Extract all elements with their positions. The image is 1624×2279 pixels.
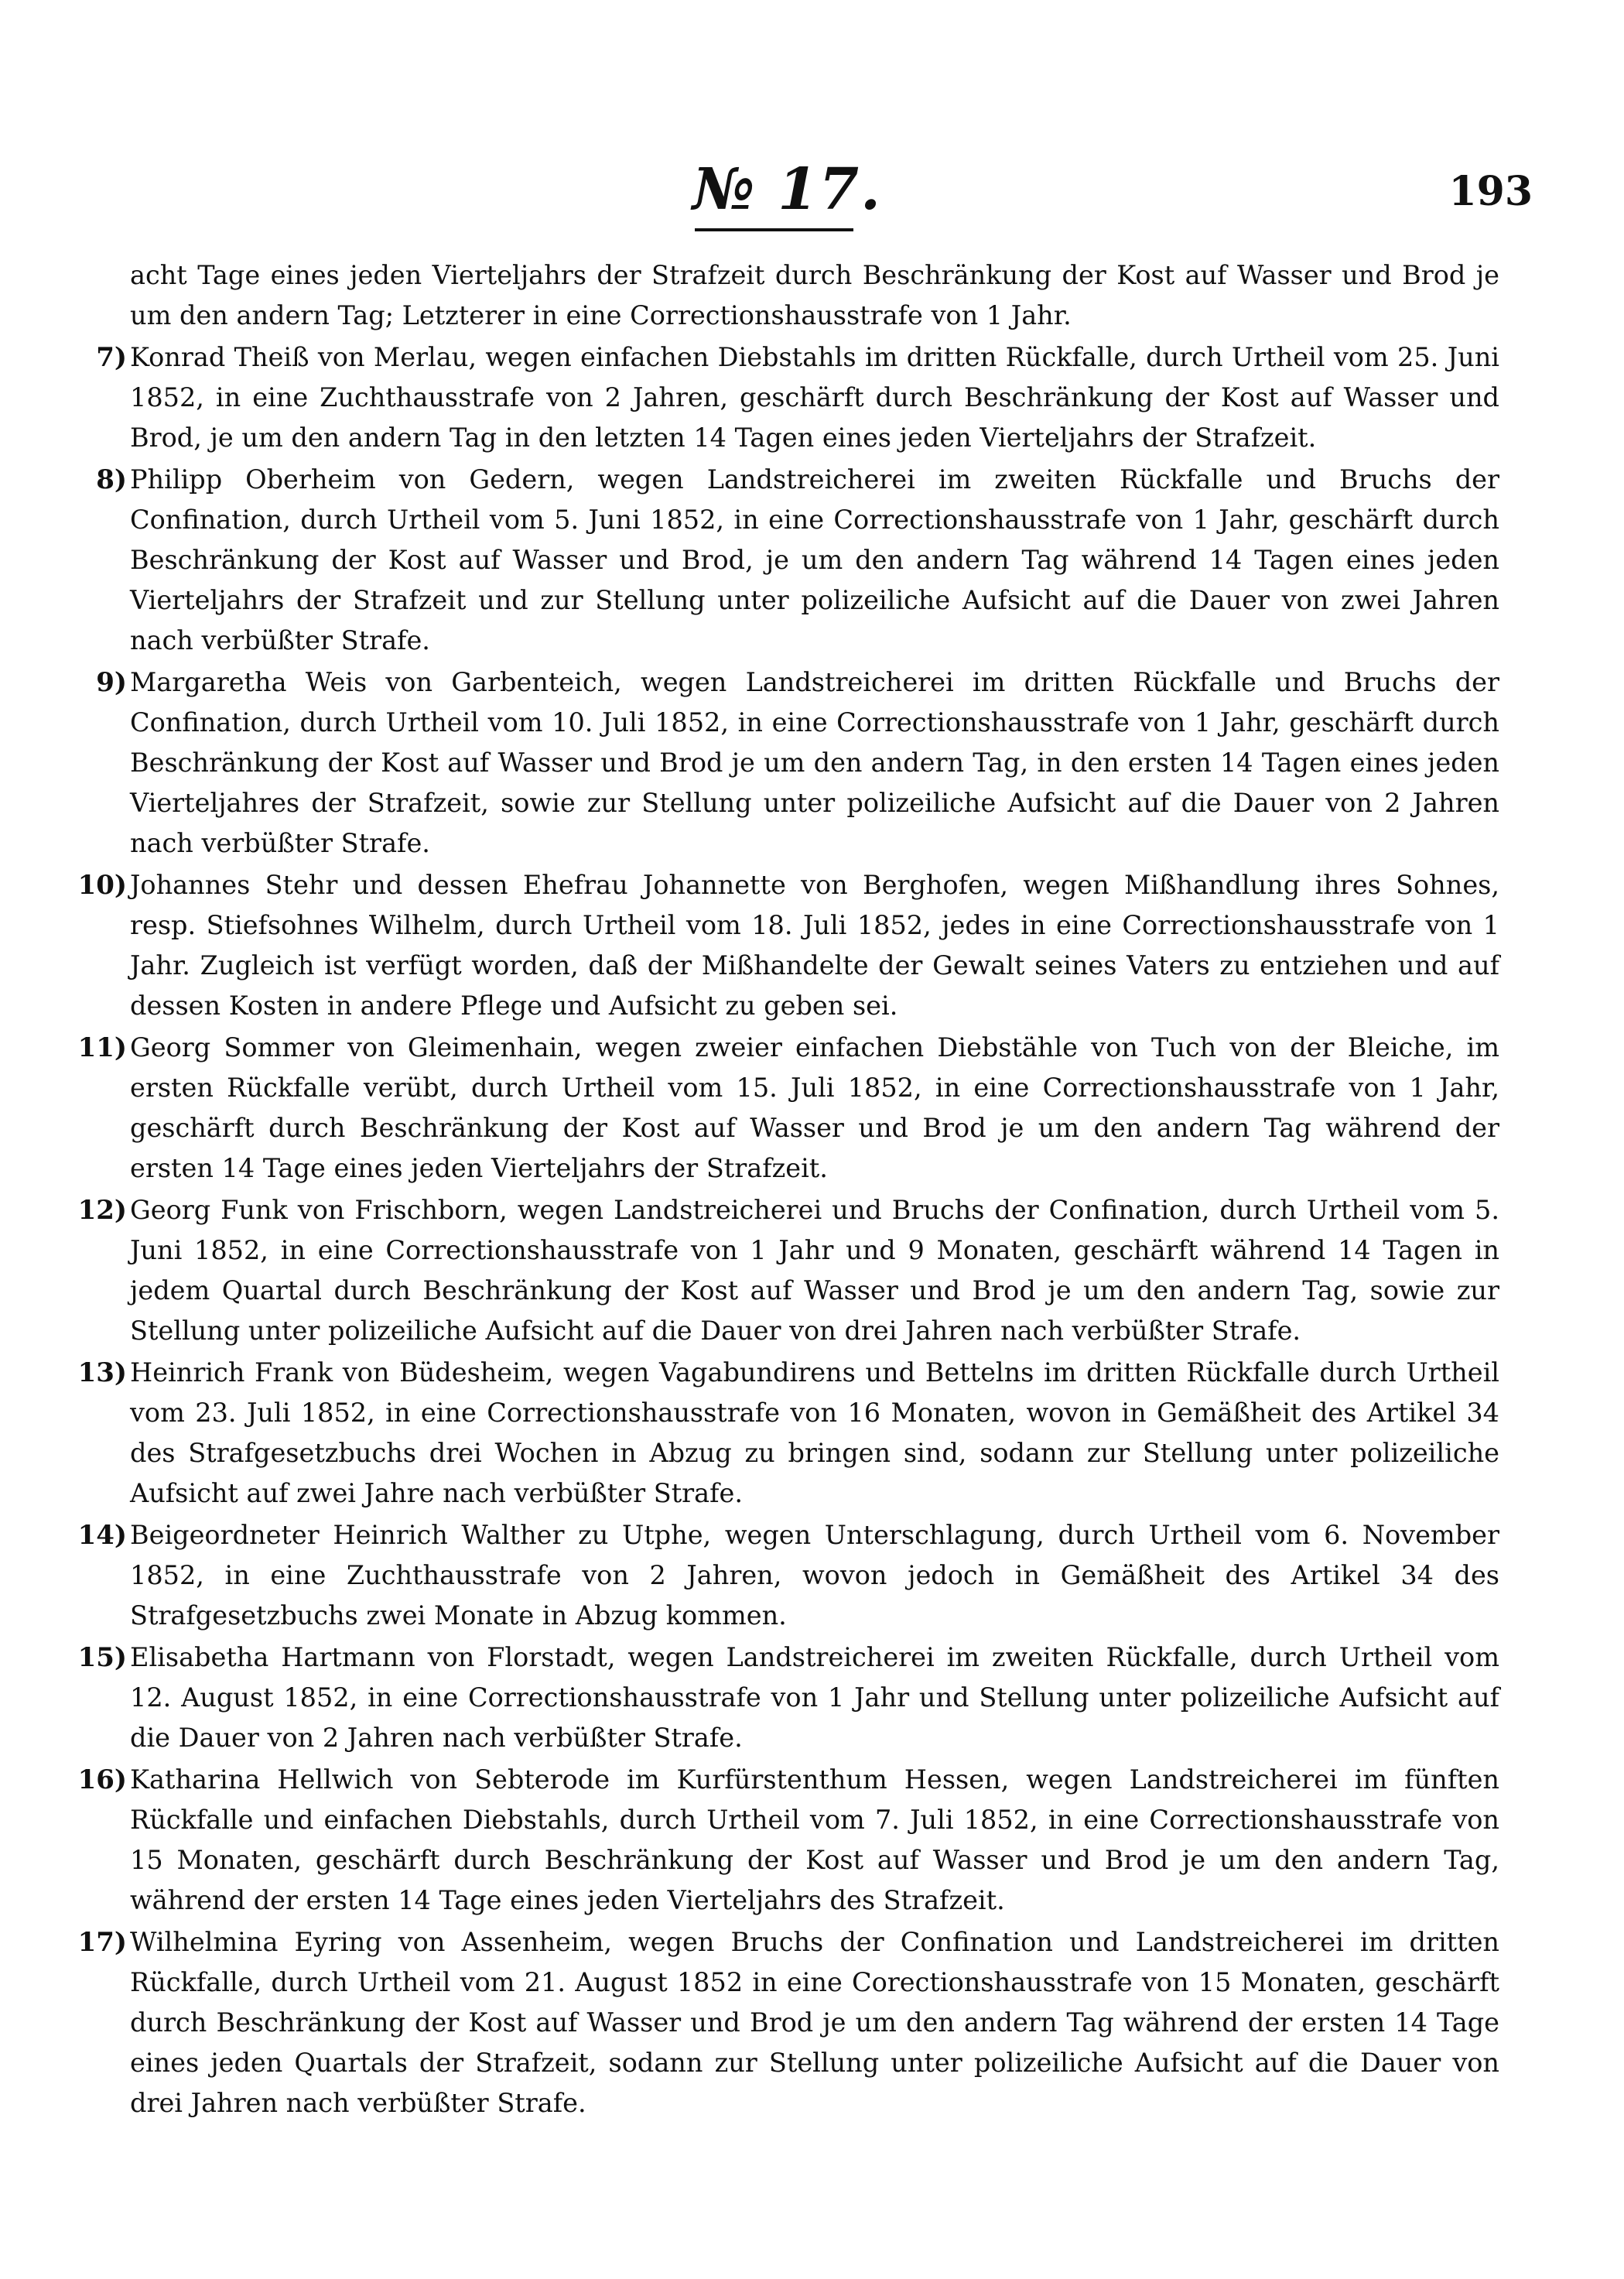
issue-underline bbox=[695, 228, 853, 231]
entry-number: 15) bbox=[77, 1642, 127, 1673]
entry-number: 8) bbox=[96, 464, 127, 495]
entry-number: 13) bbox=[77, 1357, 127, 1388]
entry-12 bbox=[0, 1190, 1624, 1351]
entry-14 bbox=[0, 1515, 1624, 1636]
entry-15 bbox=[0, 1637, 1624, 1758]
entry-number: 7) bbox=[96, 342, 127, 373]
entry-number: 14) bbox=[77, 1520, 127, 1551]
entry-number: 12) bbox=[77, 1195, 127, 1226]
entry-text: Elisabetha Hartmann von Florstadt, wegen Landstreicherei im zweiten Rückfalle, durch Urtheil vom 12. August 1852, in eine Correctionshausstrafe von 1 Jahr und Stellung unter polizeiliche Aufsicht auf die Dauer von 2 Jahren nach verbüßter Strafe. bbox=[130, 1642, 1499, 1753]
entry-text: Wilhelmina Eyring von Assenheim, wegen Bruchs der Confination und Landstreicherei im dritten Rückfalle, durch Urtheil vom 21. August 1852 in eine Corectionshausstrafe von 15 Monaten, geschärft durch Beschränkung der Kost auf Wasser und Brod je um den andern Tag während der ersten 14 Tage eines jeden Quartals der Strafzeit, sodann zur Stellung unter polizeiliche Aufsicht auf die Dauer von drei Jahren nach verbüßter Strafe. bbox=[130, 1927, 1499, 2118]
entry-8 bbox=[0, 460, 1624, 661]
entry-number: 17) bbox=[77, 1927, 127, 1958]
page-number: 193 bbox=[1448, 168, 1533, 215]
entry-text: Konrad Theiß von Merlau, wegen einfachen Diebstahls im dritten Rückfalle, durch Urtheil vom 25. Juni 1852, in eine Zuchthausstrafe von 2 Jahren, geschärft durch Beschränkung der Kost auf Wasser und Brod, je um den andern Tag in den letzten 14 Tagen eines jeden Vierteljahrs der Strafzeit. bbox=[130, 342, 1499, 453]
entry-9 bbox=[0, 662, 1624, 864]
page-header bbox=[0, 156, 1624, 244]
entry-number: 16) bbox=[77, 1764, 127, 1795]
entry-text: Katharina Hellwich von Sebterode im Kurfürstenthum Hessen, wegen Landstreicherei im fünften Rückfalle und einfachen Diebstahls, durch Urtheil vom 7. Juli 1852, in eine Correctionshausstrafe von 15 Monaten, geschärft durch Beschränkung der Kost auf Wasser und Brod je um den andern Tag, während der ersten 14 Tage eines jeden Vierteljahrs des Strafzeit. bbox=[130, 1764, 1499, 1915]
entry-16 bbox=[0, 1760, 1624, 1921]
entry-number: 11) bbox=[77, 1032, 127, 1063]
entry-text: Philipp Oberheim von Gedern, wegen Landstreicherei im zweiten Rückfalle und Bruchs der Confination, durch Urtheil vom 5. Juni 1852, in eine Correctionshausstrafe von 1 Jahr, geschärft durch Beschränkung der Kost auf Wasser und Brod, je um den andern Tag während 14 Tagen eines jeden Vierteljahrs der Strafzeit und zur Stellung unter polizeiliche Aufsicht auf die Dauer von zwei Jahren nach verbüßter Strafe. bbox=[130, 464, 1499, 655]
continued-paragraph: acht Tage eines jeden Vierteljahrs der Strafzeit durch Beschränkung der Kost auf Wasser und Brod je um den andern Tag; Letzterer in eine Correctionshausstrafe von 1 Jahr. bbox=[130, 260, 1499, 330]
entry-17 bbox=[0, 1922, 1624, 2123]
entry-number: 10) bbox=[77, 870, 127, 901]
entry-13 bbox=[0, 1353, 1624, 1514]
entry-7 bbox=[0, 337, 1624, 458]
entry-text: Georg Sommer von Gleimenhain, wegen zweier einfachen Diebstähle von Tuch von der Bleiche, im ersten Rückfalle verübt, durch Urtheil vom 15. Juli 1852, in eine Correctionshausstrafe von 1 Jahr, geschärft durch Beschränkung der Kost auf Wasser und Brod je um den andern Tag während der ersten 14 Tage eines jeden Vierteljahrs der Strafzeit. bbox=[130, 1032, 1499, 1183]
entry-number: 9) bbox=[96, 667, 127, 698]
issue-number: № 17. bbox=[692, 156, 882, 223]
entry-text: Johannes Stehr und dessen Ehefrau Johannette von Berghofen, wegen Mißhandlung ihres Sohnes, resp. Stiefsohnes Wilhelm, durch Urtheil vom 18. Juli 1852, jedes in eine Correctionshausstrafe von 1 Jahr. Zugleich ist verfügt worden, daß der Mißhandelte der Gewalt seines Vaters zu entziehen und auf dessen Kosten in andere Pflege und Aufsicht zu geben sei. bbox=[130, 870, 1499, 1021]
page-body bbox=[0, 255, 1624, 2123]
entry-text: Georg Funk von Frischborn, wegen Landstreicherei und Bruchs der Confination, durch Urtheil vom 5. Juni 1852, in eine Correctionshausstrafe von 1 Jahr und 9 Monaten, geschärft während 14 Tagen in jedem Quartal durch Beschränkung der Kost auf Wasser und Brod je um den andern Tag, sowie zur Stellung unter polizeiliche Aufsicht auf die Dauer von drei Jahren nach verbüßter Strafe. bbox=[130, 1195, 1499, 1346]
entry-11 bbox=[0, 1028, 1624, 1189]
entry-10 bbox=[0, 865, 1624, 1026]
entry-text: Margaretha Weis von Garbenteich, wegen Landstreicherei im dritten Rückfalle und Bruchs der Confination, durch Urtheil vom 10. Juli 1852, in eine Correctionshausstrafe von 1 Jahr, geschärft durch Beschränkung der Kost auf Wasser und Brod je um den andern Tag, in den ersten 14 Tagen eines jeden Vierteljahres der Strafzeit, sowie zur Stellung unter polizeiliche Aufsicht auf die Dauer von 2 Jahren nach verbüßter Strafe. bbox=[130, 667, 1499, 858]
entry-text: Beigeordneter Heinrich Walther zu Utphe, wegen Unterschlagung, durch Urtheil vom 6. November 1852, in eine Zuchthausstrafe von 2 Jahren, wovon jedoch in Gemäßheit des Artikel 34 des Strafgesetzbuchs zwei Monate in Abzug kommen. bbox=[130, 1520, 1499, 1631]
entry-text: Heinrich Frank von Büdesheim, wegen Vagabundirens und Bettelns im dritten Rückfalle durch Urtheil vom 23. Juli 1852, in eine Correctionshausstrafe von 16 Monaten, wovon in Gemäßheit des Artikel 34 des Strafgesetzbuchs drei Wochen in Abzug zu bringen sind, sodann zur Stellung unter polizeiliche Aufsicht auf zwei Jahre nach verbüßter Strafe. bbox=[130, 1357, 1499, 1508]
